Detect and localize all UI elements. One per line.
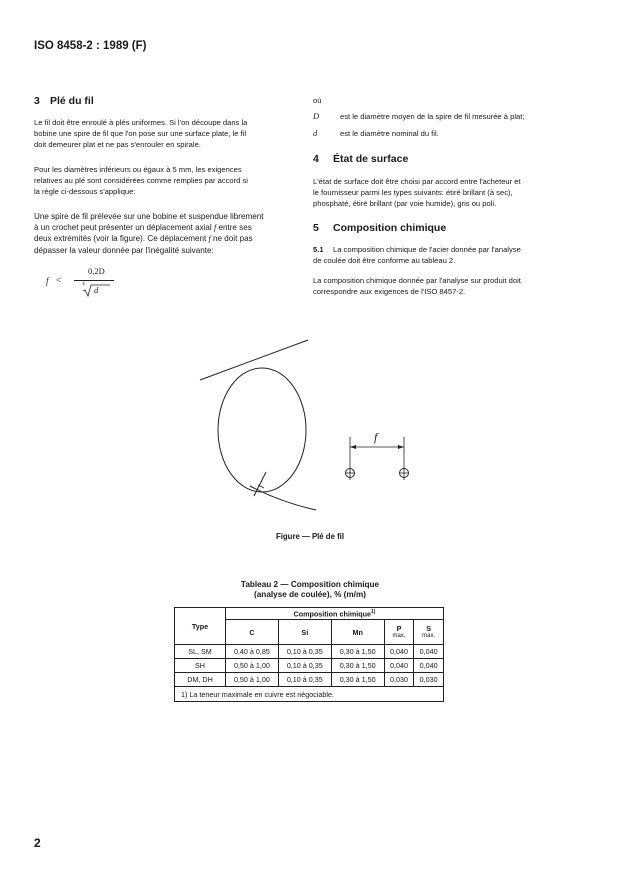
- text-line: de coulée doit être conforme au tableau 2.: [313, 255, 456, 265]
- text-line: 5.1 La composition chimique de l'acier donnée par l'analyse: [313, 245, 521, 254]
- document-header: ISO 8458-2 : 1989 (F): [34, 40, 147, 52]
- value-cell: 0,50 à 1,00: [226, 673, 279, 687]
- column-header: Mn: [331, 620, 384, 645]
- type-cell: SH: [175, 659, 226, 673]
- arrow-left: [350, 445, 356, 449]
- type-cell: SL, SM: [175, 645, 226, 659]
- table-title-line: (analyse de coulée), % (m/m): [254, 590, 366, 599]
- table-footnote-row: [175, 687, 444, 702]
- type-cell: DM, DH: [175, 673, 226, 687]
- column-header: Si: [278, 620, 331, 645]
- value-cell: 0,10 à 0,35: [278, 645, 331, 659]
- paragraph-diameter-rule: [34, 165, 288, 197]
- root-index: 4: [82, 281, 85, 287]
- value-cell: 0,040: [414, 659, 444, 673]
- value-cell: 0,030: [414, 673, 444, 687]
- text-line: Pour les diamètres inférieurs ou égaux à 5 mm, les exigences: [34, 165, 242, 174]
- text-line: phosphaté, étiré brillant (par voie humide), gris ou poli.: [313, 198, 497, 208]
- value-cell: 0,030: [384, 673, 414, 687]
- text-line: à un crochet peut présenter un déplacement axial f entre ses: [34, 223, 252, 233]
- section-3-heading: [34, 95, 94, 107]
- table-row: [175, 673, 444, 687]
- definition-symbol: d: [313, 128, 318, 138]
- wire-end-curve: [250, 486, 316, 510]
- inequality-formula: [44, 266, 124, 302]
- text-line: L'état de surface doit être choisi par accord entre l'acheteur et: [313, 177, 521, 186]
- column-header: P max.: [384, 620, 414, 645]
- page-number: 2: [34, 836, 41, 850]
- value-cell: 0,040: [414, 645, 444, 659]
- text-line: relatives au plé sont considérées comme remplies par accord si: [34, 175, 248, 185]
- formula-lhs: f: [46, 276, 49, 286]
- text-line: Le fil doit être enroulé à plés uniformes. Si l'on découpe dans la: [34, 118, 248, 127]
- definition-text: est le diamètre moyen de la spire de fil mesurée à plat;: [340, 112, 525, 121]
- section-title: Composition chimique: [333, 222, 447, 234]
- value-cell: 0,30 à 1,50: [331, 673, 384, 687]
- section-4-heading: [313, 153, 408, 165]
- fraction-bar: [74, 280, 114, 281]
- type-header: Type: [175, 608, 226, 645]
- value-cell: 0,10 à 0,35: [278, 673, 331, 687]
- paragraph-surface: [313, 177, 573, 209]
- section-number: 4: [313, 153, 319, 165]
- figure-caption: Figure — Plé de fil: [275, 532, 345, 541]
- text-line: deux extrémités (voir la figure). Ce déplacement f ne doit pas: [34, 234, 253, 244]
- where-label: où: [313, 96, 322, 105]
- section-number: 3: [34, 95, 40, 107]
- text-line: bobine une spire de fil que l'on pose sur une surface plate, le fil: [34, 128, 247, 138]
- definition-symbol: D: [313, 111, 320, 121]
- table-title-line: Tableau 2 — Composition chimique: [240, 580, 380, 589]
- text-line: Une spire de fil prélevée sur une bobine et suspendue librement: [34, 212, 264, 221]
- text-line: dépasser la valeur donnée par l'inégalité suivante:: [34, 245, 214, 255]
- text-line: le fournisseur parmi les types suivants: étiré brillant (à sec),: [313, 187, 513, 197]
- hook-line: [200, 340, 308, 380]
- value-cell: 0,30 à 1,50: [331, 659, 384, 673]
- table-row: [175, 659, 444, 673]
- formula-numerator: 0,2D: [88, 266, 105, 276]
- section-title: État de surface: [333, 153, 409, 165]
- table-row: [175, 645, 444, 659]
- table-title: [170, 580, 450, 600]
- section-number: 5: [313, 222, 319, 234]
- paragraph-5-1: [313, 245, 573, 267]
- definition-text: est le diamètre nominal du fil.: [340, 129, 439, 138]
- value-cell: 0,40 à 0,85: [226, 645, 279, 659]
- section-5-heading: [313, 222, 446, 234]
- wire-ply-figure: [190, 330, 430, 520]
- text-line: correspondre aux exigences de l'ISO 8457-2.: [313, 286, 466, 296]
- text-line: La composition chimique donnée par l'analyse sur produit doit: [313, 276, 521, 285]
- section-title: Plé du fil: [50, 95, 94, 107]
- symbol-definitions: [313, 111, 593, 141]
- value-cell: 0,040: [384, 645, 414, 659]
- root-argument: d: [94, 285, 99, 295]
- paragraph-ply-rule: [34, 118, 288, 150]
- value-cell: 0,30 à 1,50: [331, 645, 384, 659]
- arrow-right: [398, 445, 404, 449]
- group-header: Composition chimique$^{1)}$: [226, 608, 444, 620]
- paragraph-5-2: [313, 276, 573, 298]
- paragraph-hanging-test: [34, 211, 294, 256]
- dimension-label: f: [374, 430, 378, 444]
- text-line: la règle ci-dessous s'applique:: [34, 186, 136, 196]
- value-cell: 0,10 à 0,35: [278, 659, 331, 673]
- composition-table: [174, 607, 444, 702]
- value-cell: 0,040: [384, 659, 414, 673]
- table-footnote: 1) La teneur maximale en cuivre est négociable.: [175, 687, 444, 702]
- column-header: C: [226, 620, 279, 645]
- table-header-row: [175, 608, 444, 620]
- value-cell: 0,50 à 1,00: [226, 659, 279, 673]
- column-header: S max.: [414, 620, 444, 645]
- formula-operator: <: [56, 275, 62, 285]
- text-line: doit demeurer plat et ne pas s'enrouler en spirale.: [34, 139, 201, 149]
- wire-loop: [218, 368, 306, 492]
